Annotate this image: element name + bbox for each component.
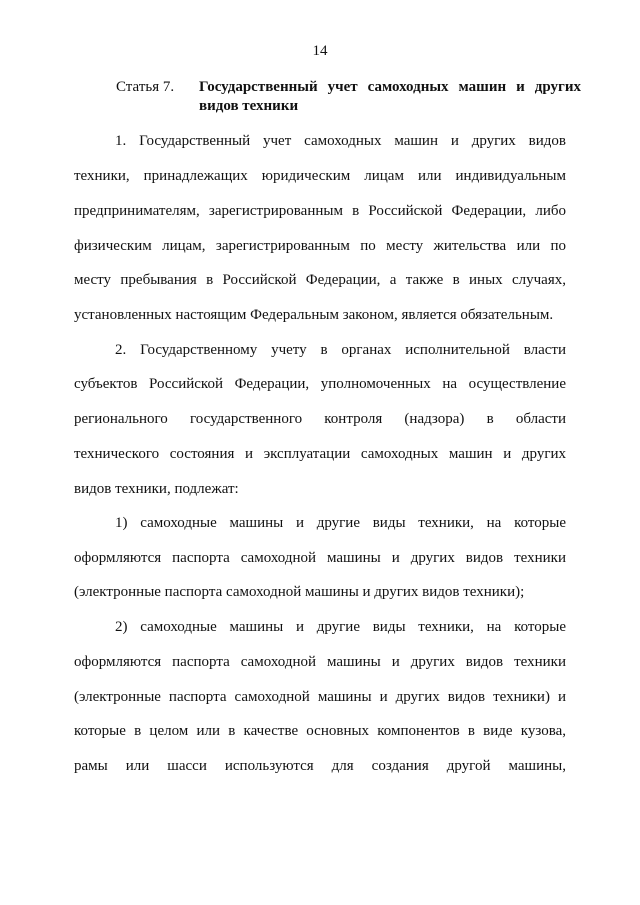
list-item-line: оформляются паспорта самоходной машины и других видов техники [74, 654, 566, 670]
article-title: Государственный учет самоходных машин и других видов техники [199, 79, 581, 114]
list-item-line: (электронные паспорта самоходной машины и других видов техники) и [74, 689, 566, 705]
list-item-line: 2) самоходные машины и другие виды техники, на которые [115, 619, 566, 635]
paragraph-line: видов техники, подлежат: [74, 481, 239, 497]
paragraph-line: 1. Государственный учет самоходных машин и других видов [115, 133, 566, 149]
paragraph-line: месту пребывания в Российской Федерации, а также в иных случаях, [74, 272, 566, 288]
page-number: 14 [312, 43, 328, 59]
paragraph-line: регионального государственного контроля (надзора) в области [74, 411, 566, 427]
paragraph-line: субъектов Российской Федерации, уполномоченных на осуществление [74, 376, 566, 392]
paragraph-line: техники, принадлежащих юридическим лицам или индивидуальным [74, 168, 566, 184]
paragraph-line: технического состояния и эксплуатации самоходных машин и других [74, 446, 566, 462]
list-item-line: оформляются паспорта самоходной машины и других видов техники [74, 550, 566, 566]
paragraph-line: предпринимателям, зарегистрированным в Российской Федерации, либо [74, 203, 566, 219]
paragraph-line: установленных настоящим Федеральным законом, является обязательным. [74, 307, 554, 323]
list-item-line: рамы или шасси используются для создания другой машины, [74, 758, 566, 774]
list-item-line: (электронные паспорта самоходной машины и других видов техники); [74, 584, 525, 600]
article-label: Статья 7. [116, 79, 175, 95]
list-item-line: которые в целом или в качестве основных компонентов в виде кузова, [74, 723, 566, 739]
list-item-line: 1) самоходные машины и другие виды техники, на которые [115, 515, 566, 531]
paragraph-line: 2. Государственному учету в органах исполнительной власти [115, 342, 566, 358]
paragraph-line: физическим лицам, зарегистрированным по месту жительства или по [74, 238, 566, 254]
